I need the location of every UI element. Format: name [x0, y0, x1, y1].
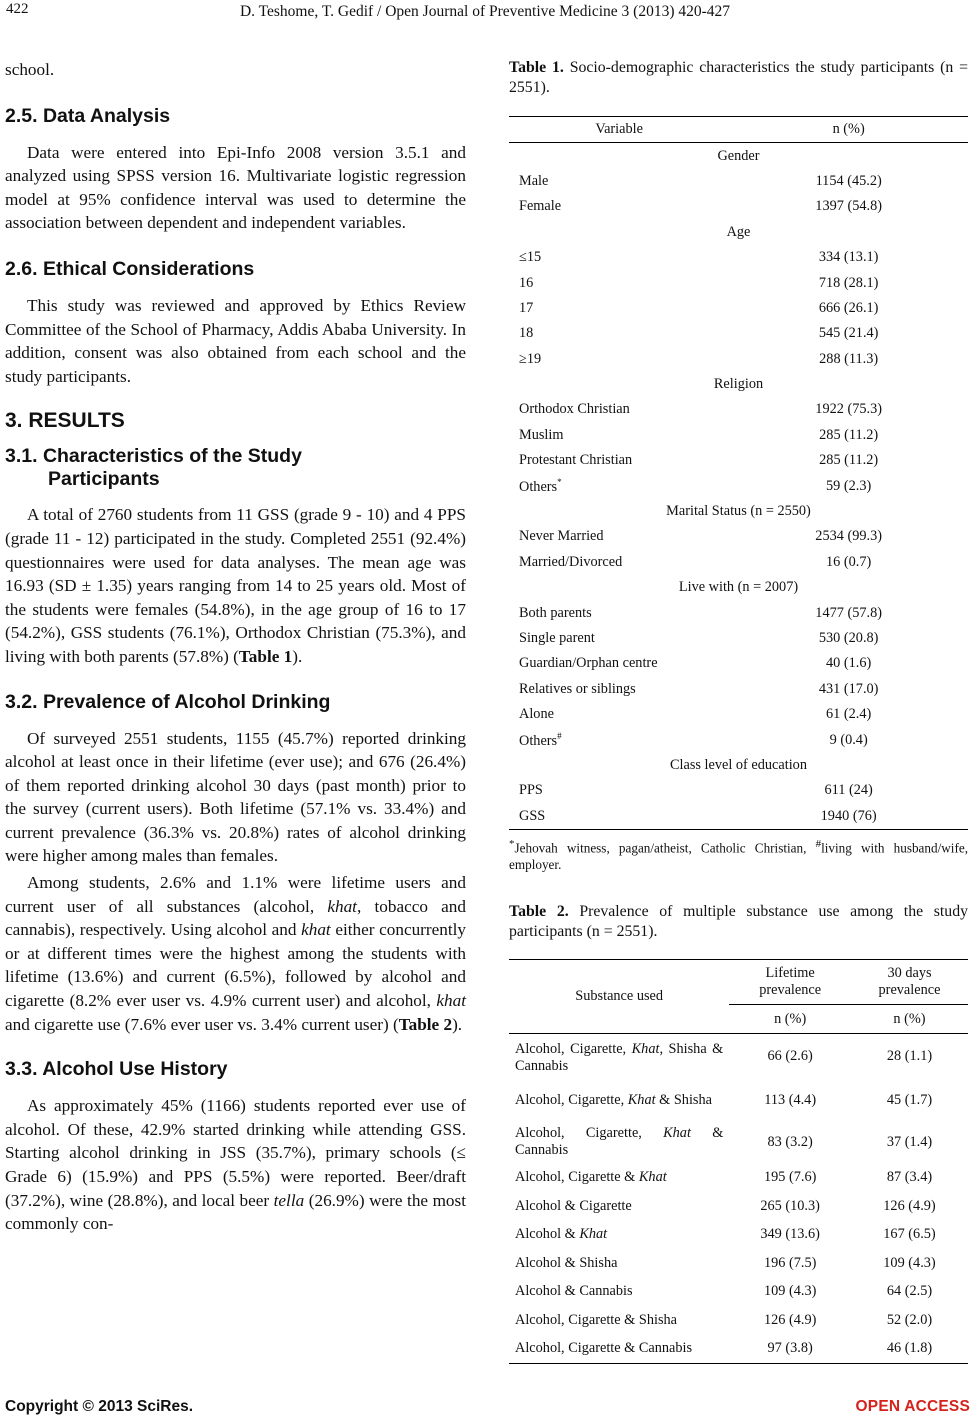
table-1-cell-n: 40 (1.6)	[826, 655, 872, 672]
table-1-cell-variable: Orthodox Christian	[519, 401, 630, 418]
table-1-cell-variable: ≥19	[519, 350, 542, 367]
table-1-group-title: Religion	[713, 376, 764, 393]
table-1-cell-n: 431 (17.0)	[818, 680, 879, 697]
table-1-row	[509, 524, 968, 549]
section-3-3-text: As approximately 45% (1166) students reported ever use of alcohol. Of these, 42.9% started drinking while attending GSS. Starting alcohol drinking in JSS (35.7%), primary schools (≤ Grade 6) (15.9%) and PPS (5.5%) were reported. Beer/draft (37.2%), wine (28.8%), and local beer tella (26.9%) were the most commonly con-	[5, 1096, 466, 1234]
table-1-cell-n: 285 (11.2)	[819, 426, 879, 443]
table-2-cell-substance: Alcohol & Shisha	[515, 1254, 618, 1271]
table-2-cell-substance: Alcohol, Cigarette & Shisha	[515, 1311, 678, 1328]
table-2-row	[509, 1220, 968, 1249]
table-1-group-title: Age	[726, 223, 751, 240]
table-1-cell-n: 9 (0.4)	[829, 731, 868, 748]
table-2-cell-30days: 126 (4.9)	[883, 1197, 936, 1214]
table-1-cell-n: 334 (13.1)	[818, 249, 879, 266]
table-2-cell-lifetime: 265 (10.3)	[760, 1197, 820, 1214]
table-1-cell-variable: 17	[519, 299, 534, 316]
table-1-group-title: Gender	[717, 147, 760, 164]
open-access-label: OPEN ACCESS	[855, 1398, 970, 1415]
table-2-body	[509, 1034, 968, 1364]
table-2-header-substance: Substance used	[509, 960, 729, 1034]
table-1-group-title: Class level of education	[670, 756, 807, 773]
section-2-6-heading: 2.6. Ethical Considerations	[5, 257, 255, 280]
table-1-cell-variable: Others#	[519, 730, 562, 749]
table-1-cell-n: 288 (11.3)	[819, 350, 879, 367]
table-2-caption: Table 2. Prevalence of multiple substance use among the study participants (n = 2551).	[509, 903, 968, 941]
table-1-footnote: *Jehovah witness, pagan/atheist, Catholic Christian, #living with husband/wife, employer.	[509, 837, 968, 873]
section-3-1-heading-line2: Participants	[48, 468, 160, 491]
section-3-3-heading: 3.3. Alcohol Use History	[5, 1058, 228, 1081]
table-1-row	[509, 194, 968, 219]
intro-fragment: school.	[5, 60, 55, 79]
table-1-row	[509, 778, 968, 803]
table-1-cell-variable: ≤15	[519, 249, 542, 266]
table-2-cell-lifetime: 349 (13.6)	[760, 1226, 820, 1243]
section-3-heading: 3. RESULTS	[5, 409, 125, 433]
table-2-cell-30days: 109 (4.3)	[883, 1254, 936, 1271]
table-1-reference[interactable]: Table 1	[238, 646, 293, 666]
table-1-cell-variable: Never Married	[519, 528, 604, 545]
table-2-cell-lifetime: 66 (2.6)	[767, 1048, 813, 1065]
table-1-row	[509, 804, 968, 830]
table-2-cell-substance: Alcohol & Cigarette	[515, 1197, 632, 1214]
table-2-cell-lifetime: 97 (3.8)	[767, 1340, 813, 1357]
table-1-cell-n: 530 (20.8)	[818, 630, 879, 646]
table-1-row	[509, 677, 968, 702]
table-1-row	[509, 702, 968, 727]
table-1-row	[509, 423, 968, 448]
table-2-cell-substance: Alcohol, Cigarette, Khat, Shisha & Cannabis	[515, 1041, 724, 1075]
table-2-cell-30days: 52 (2.0)	[886, 1311, 933, 1328]
table-2-cell-30days: 46 (1.8)	[886, 1340, 933, 1357]
table-1-group-title: Live with (n = 2007)	[678, 579, 799, 596]
table-1-cell-n: 718 (28.1)	[818, 274, 879, 291]
table-1-cell-variable: Relatives or siblings	[519, 680, 636, 697]
table-2-row	[509, 1334, 968, 1363]
table-2-cell-30days: 28 (1.1)	[886, 1048, 933, 1065]
table-1-row	[509, 448, 968, 473]
table-1-header-n: n (%)	[832, 121, 865, 138]
table-1-group-row	[509, 575, 968, 600]
table-1-cell-variable: 18	[519, 325, 534, 342]
page-number: 422	[6, 1, 29, 17]
section-2-6-text: This study was reviewed and approved by Ethics Review Committee of the School of Pharmacy, Addis Ababa University. In addition, consent was also obtained from each school and the study participants.	[5, 295, 466, 386]
table-1-cell-n: 666 (26.1)	[818, 299, 879, 316]
table-2-unit-30days: n (%)	[893, 1010, 926, 1027]
table-1-cell-n: 1477 (57.8)	[815, 604, 883, 621]
section-3-2-heading: 3.2. Prevalence of Alcohol Drinking	[5, 690, 331, 713]
running-head: D. Teshome, T. Gedif / Open Journal of Preventive Medicine 3 (2013) 420-427	[239, 3, 731, 20]
left-column	[5, 58, 466, 1236]
table-1-group-row	[509, 753, 968, 778]
table-2-reference[interactable]: Table 2	[398, 1014, 453, 1034]
table-1-row	[509, 626, 968, 651]
table-2-header-lifetime: Lifetime prevalence	[729, 960, 851, 1005]
table-2	[509, 959, 968, 1364]
table-2-row	[509, 1079, 968, 1121]
table-2-cell-lifetime: 196 (7.5)	[763, 1254, 817, 1271]
table-2-row	[509, 1192, 968, 1221]
table-1-row	[509, 321, 968, 346]
table-2-cell-lifetime: 83 (3.2)	[767, 1133, 813, 1150]
table-1-cell-variable: Alone	[519, 706, 554, 723]
section-3-1-text: A total of 2760 students from 11 GSS (grade 9 - 10) and 4 PPS (grade 11 - 12) participated in the study. Completed 2551 (92.4%) questionnaires were used for data analyses. The mean age was 16.93 (SD ± 1.35) years ranging from 14 to 25 years old. Most of the students were females (54.8%), in the age group of 16 to 17 (54.2%), GSS students (76.1%), Orthodox Christian (75.3%), and living with both parents (57.8%) (Table 1).	[5, 505, 466, 666]
table-2-cell-substance: Alcohol & Cannabis	[515, 1283, 633, 1300]
table-2-cell-lifetime: 126 (4.9)	[763, 1311, 817, 1328]
table-1-group-row	[509, 143, 968, 169]
table-2-row	[509, 1249, 968, 1278]
table-1-cell-variable: PPS	[519, 782, 543, 799]
table-1-row	[509, 169, 968, 194]
table-1-cell-n: 1397 (54.8)	[815, 198, 883, 215]
table-1-row	[509, 245, 968, 270]
table-1-cell-variable: 16	[519, 274, 534, 291]
table-1	[509, 116, 968, 830]
section-2-5-text: Data were entered into Epi-Info 2008 version 3.5.1 and analyzed using SPSS version 16. Multivariate logistic regression model at 95% confidence interval was used to determine the association between dependent and independent variables.	[5, 142, 466, 233]
table-2-cell-30days: 167 (6.5)	[883, 1226, 936, 1243]
table-1-cell-n: 2534 (99.3)	[815, 528, 883, 545]
table-2-cell-substance: Alcohol & Khat	[515, 1226, 608, 1243]
table-1-cell-n: 61 (2.4)	[826, 706, 872, 723]
table-1-cell-variable: Protestant Christian	[519, 452, 633, 469]
table-1-cell-variable: Married/Divorced	[519, 553, 623, 570]
table-1-body	[509, 143, 968, 830]
table-1-caption: Table 1. Socio-demographic characteristics the study participants (n = 2551).	[509, 59, 969, 96]
table-2-cell-substance: Alcohol, Cigarette, Khat & Shisha	[515, 1091, 712, 1108]
table-1-group-row	[509, 372, 968, 397]
table-2-cell-lifetime: 113 (4.4)	[764, 1091, 817, 1108]
right-column	[509, 58, 968, 1364]
table-1-cell-variable: Muslim	[519, 426, 564, 443]
table-1-cell-n: 545 (21.4)	[818, 325, 879, 342]
table-1-cell-variable: Male	[519, 172, 549, 189]
table-1-cell-n: 611 (24)	[824, 782, 873, 799]
table-2-cell-lifetime: 109 (4.3)	[763, 1283, 817, 1300]
table-1-cell-n: 1922 (75.3)	[815, 401, 883, 418]
section-2-5-heading: 2.5. Data Analysis	[5, 104, 171, 127]
table-2-cell-substance: Alcohol, Cigarette & Khat	[515, 1169, 667, 1186]
table-1-cell-n: 285 (11.2)	[819, 452, 879, 469]
table-2-unit-lifetime: n (%)	[774, 1010, 807, 1027]
copyright-notice: Copyright © 2013 SciRes.	[5, 1398, 194, 1415]
table-2-row	[509, 1121, 968, 1163]
table-1-header-variable: Variable	[595, 121, 643, 138]
table-1-group-row	[509, 220, 968, 245]
table-2-row	[509, 1306, 968, 1335]
table-1-cell-variable: Female	[519, 198, 562, 215]
table-1-cell-n: 1940 (76)	[820, 807, 877, 824]
table-1-row	[509, 550, 968, 575]
table-1-group-row	[509, 499, 968, 524]
table-1-cell-variable: Both parents	[519, 604, 592, 621]
table-1-group-title: Marital Status (n = 2550)	[666, 503, 811, 520]
table-2-cell-substance: Alcohol, Cigarette, Khat & Cannabis	[515, 1125, 724, 1159]
section-3-2-text-1: Of surveyed 2551 students, 1155 (45.7%) reported drinking alcohol at least once in their lifetime (ever use); and 676 (26.4%) of them reported drinking alcohol 30 days (past month) prior to the survey (current users). Both lifetime (57.1% vs. 33.4%) and current prevalence (36.3% vs. 20.8%) rates of alcohol drinking were higher among males than females.	[5, 728, 466, 866]
table-1-cell-n: 1154 (45.2)	[815, 172, 882, 189]
table-1-row	[509, 397, 968, 422]
table-1-cell-n: 16 (0.7)	[826, 553, 872, 570]
table-1-row	[509, 473, 968, 498]
table-1-cell-variable: Guardian/Orphan centre	[519, 655, 658, 672]
table-2-cell-30days: 45 (1.7)	[886, 1091, 933, 1108]
table-1-cell-variable: Single parent	[519, 630, 595, 646]
table-2-row	[509, 1034, 968, 1080]
table-1-row	[509, 600, 968, 625]
section-3-2-text-2: Among students, 2.6% and 1.1% were lifetime users and current user of all substances (alcohol, khat, tobacco and cannabis), respectively. Using alcohol and khat either concurrently or at different times were the highest among the students with lifetime (13.6%) and current (6.5%), followed by alcohol and cigarette (8.2% ever user vs. 4.9% current user) and alcohol, khat and cigarette use (7.6% ever user vs. 3.4% current user) (Table 2).	[5, 873, 466, 1034]
table-2-header-30days: 30 days prevalence	[851, 960, 968, 1005]
table-1-row	[509, 347, 968, 372]
section-3-1-heading	[5, 445, 466, 491]
table-1-cell-variable: GSS	[519, 807, 546, 824]
table-1-row	[509, 651, 968, 676]
table-1-cell-n: 59 (2.3)	[826, 477, 872, 494]
table-2-row	[509, 1277, 968, 1306]
table-2-cell-30days: 37 (1.4)	[886, 1133, 933, 1150]
table-2-cell-30days: 64 (2.5)	[886, 1283, 933, 1300]
table-1-row	[509, 296, 968, 321]
table-2-row	[509, 1163, 968, 1192]
table-2-cell-substance: Alcohol, Cigarette & Cannabis	[515, 1340, 693, 1357]
table-2-cell-30days: 87 (3.4)	[886, 1169, 933, 1186]
table-2-cell-lifetime: 195 (7.6)	[763, 1169, 817, 1186]
table-1-row	[509, 727, 968, 752]
table-1-cell-variable: Others*	[519, 476, 562, 495]
section-3-1-heading-line1: 3.1. Characteristics of the Study	[5, 445, 302, 468]
table-1-row	[509, 270, 968, 295]
